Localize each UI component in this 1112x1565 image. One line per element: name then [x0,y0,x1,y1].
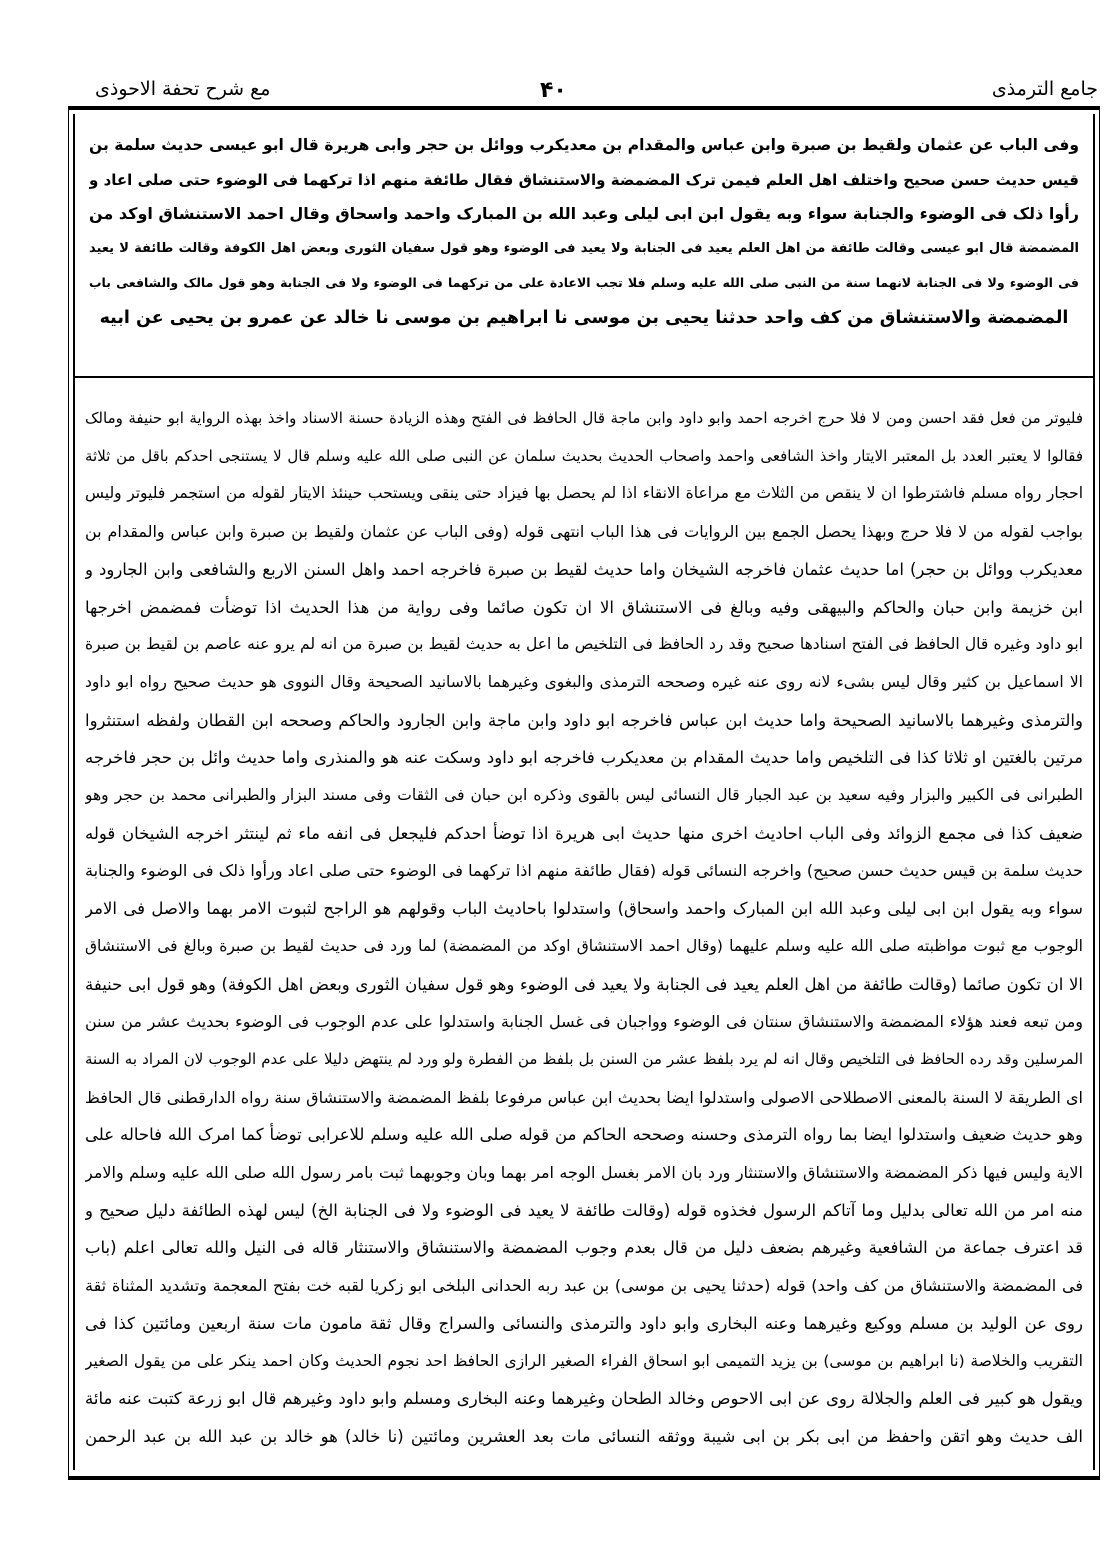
main-text-line: فی الوضوء ولا فی الجنابة لانهما سنة من النبی صلی الله علیه وسلم فلا تجب الاعادة علی من ترکهما فی الوضوء ولا فی الجنابة وهو قول مالک والشافعی باب [89,275,1079,290]
commentary-line: حدیث سلمة بن قیس حدیث حسن صحیح) واخرجه النسائی قوله (فقال طائفة منهم اذا ترکهما فی الوضوء حتی صلی اعاد ورأوا ذلک فی الوضوء والجنابة [85,861,1083,881]
commentary-line: والترمذی وغیرهما بالاسانید الصحیحة واما حدیث ابن عباس فاخرجه ابو داود وابن ماجة وابن الجارود والحاکم وصححه ابن القطان ولفظه استنثروا [85,710,1083,730]
commentary-line: مرتین بالغتین او ثلاثا کذا فی التلخیص واما حدیث المقدام بن معدیکرب فاخرجه ابو داود وسکت عنه هو والمنذری واما حدیث وائل بن حجر فاخرجه [85,748,1083,768]
commentary-line: التقریب والخلاصة (نا ابراهیم بن موسی) بن یزید التمیمی ابو اسحاق الفراء الصغیر الرازی الحافظ احد نجوم الحدیث وکان احمد ینکر علی من یقول الصغیر [85,1351,1083,1370]
commentary-line: الف حدیث وهو اتقن واحفظ من ابی بکر بن ابی شیبة ووثقه النسائی مات بعد العشرین ومائتین (نا خالد) هو خالد بن عبد الله بن عبد الرحمن [85,1426,1083,1446]
commentary-line: فلیوتر من فعل فقد احسن ومن لا فلا حرج اخرجه احمد وابو داود وابن ماجة قال الحافظ فی الفتح وهذه الزیادة حسنة الاسناد واخذ بهذه الروایة ابو حنیفة ومالک [85,409,1083,427]
commentary-line: فی المضمضة والاستنشاق من کف واحد) قوله (حدثنا یحیی بن موسی) بن عبد ربه الحدانی البلخی ابو زکریا لقبه خت بفتح المعجمة وتشدید المثناة ثقة [85,1276,1083,1296]
page-frame [68,106,1100,1480]
commentary-line: ویقول هو کبیر فی العلم والجلالة روی عن ابی الاحوص وخالد الطحان وغیرهما وعنه البخاری ومسلم وابو داود وغیرهم قال ابو زرعة کتبت عنه مائة [85,1389,1083,1409]
commentary-line: الطبرانی فی الکبیر والبزار وفیه سعید بن عبد الجبار قال النسائی لیس بالقوی وذکره ابن حبان فی الثقات وفی مسند البزار والطبرانی محمد بن حجر وهو [85,786,1083,805]
commentary-line: قد اعترف جماعة من الشافعیة وغیرهم بضعف دلیل من قال بعدم وجوب المضمضة والاستنشاق والاستنثار قاله فی النیل والله تعالی اعلم (باب [85,1238,1083,1258]
commentary-line: فقالوا لا یعتبر العدد بل المعتبر الایتار واخذ الشافعی واحمد واصحاب الحدیث بحدیث سلمان عن النبی صلی الله علیه وسلم قال لا یستنجی احدکم باقل من ثلاثة [85,446,1083,465]
commentary-line: الا اسماعیل بن کثیر وقال لیس بشیء لانه روی عنه غیره وصححه الترمذی والبغوی وغیرهما بالاسانید الصحیحة وقال النووی هو حدیث صحیح رواه ابو داود [85,672,1083,691]
commentary-line: ومن تبعه فعند هؤلاء المضمضة والاستنشاق سنتان فی الوضوء وواجبان فی غسل الجنابة واستدلوا علی عدم الوجوب فی الوضوء بحدیث عشر من سنن [85,1012,1083,1032]
commentary-line: الا ان تکون صائما (وقالت طائفة من اهل العلم یعید فی الجنابة ولا یعید فی الوضوء وهو قول سفیان الثوری وبعض اهل الکوفة) وهو قول ابی حنیفة [85,974,1083,994]
commentary-line: معدیکرب ووائل بن حجر) اما حدیث عثمان فاخرجه الشیخان واما حدیث لقیط بن صبرة فاخرجه احمد واهل السنن الاربع والشافعی وابن الجارود و [85,559,1083,579]
page-frame-inner-border [73,114,1095,1470]
commentary-line: سواء وبه یقول ابن ابی لیلی وعبد الله ابن المبارک واحمد واسحاق) واستدلوا باحادیث الباب وقولهم هو الراجح لثبوت الامر بهما والاصل فی الامر [85,899,1083,919]
commentary-line: الایة ولیس فیها ذکر المضمضة والاستنشاق والاستنثار ورد بان الامر بغسل الوجه امر بهما وبان وجوبهما ثبت بامر رسول الله صلی الله علیه وسلم والامر [85,1163,1083,1183]
main-text-line: رأوا ذلک فی الوضوء والجنابة سواء وبه یقول ابن ابی لیلی وعبد الله بن المبارک واحمد واسحاق وقال احمد الاستنشاق اوکد من [89,204,1079,223]
commentary-line: روی عن الولید بن مسلم ووکیع وغیرهما وعنه البخاری وابو داود والترمذی والنسائی والسراج وقال ثقة مامون مات سنة اربعین ومائتین کذا فی [85,1313,1083,1333]
main-text-line: المضمضة قال ابو عیسی وقالت طائفة من اهل العلم یعید فی الجنابة ولا یعید فی الوضوء وهو قول سفیان الثوری وبعض اهل الکوفة وقالت طائفة لا یعید [89,240,1079,256]
main-text-line: المضمضة والاستنشاق من کف واحد حدثنا یحیی بن موسی نا ابراهیم بن موسی نا خالد عن عمرو بن یحیی عن ابیه [99,307,1069,328]
commentary-line: الوجوب مع ثبوت مواظبته صلی الله علیه وسلم علیهما (وقال احمد الاستنشاق اوکد من المضمضة) لما ورد فی حدیث لقیط بن صبرة وبالغ فی الاستنشاق [85,936,1083,955]
page-number: ۴۰ [540,78,567,103]
running-header-book-title: جامع الترمذی [991,78,1098,100]
commentary-line: ای الطریقة لا السنة بالمعنی الاصطلاحی الاصولی واستدلوا ایضا بحدیث ابن عباس مرفوعا بلفظ المضمضة والاستنشاق سنة رواه الدارقطنی قال الحافظ [85,1087,1083,1107]
commentary-line: ضعیف کذا فی مجمع الزوائد وفی الباب احادیث اخری منها حدیث ابی هریرة اذا توضأ احدکم فلیجعل فی انفه ماء ثم لینتثر اخرجه الشیخان قوله [85,823,1083,843]
commentary-block [85,400,1083,1456]
commentary-line: بواجب لقوله من لا فلا حرج وبهذا یحصل الجمع بین الروایات فی هذا الباب انتهی قوله (وفی الباب عن عثمان ولقیط بن صبرة وابن عباس والمقدام بن [85,522,1083,542]
main-text-line: وفی الباب عن عثمان ولقیط بن صبرة وابن عباس والمقدام بن معدیکرب ووائل بن حجر وابی هریرة قال ابو عیسی حدیث سلمة بن [89,136,1079,154]
commentary-line: وهو حدیث ضعیف واستدلوا ایضا بما رواه الترمذی وحسنه وصححه الحاکم من قوله صلی الله علیه وسلم للاعرابی توضأ کما امرک الله فاحاله علی [85,1125,1083,1145]
commentary-line: ابن خزیمة وابن حبان والحاکم والبیهقی وفیه وبالغ فی الاستنشاق الا ان تکون صائما وفی روایة من هذا الحدیث اذا توضأت فمضمض اخرجها [85,597,1083,617]
running-header-commentary-title: مع شرح تحفة الاحوذی [95,78,271,100]
commentary-line: ابو داود وغیره قال الحافظ فی الفتح اسنادها صحیح وقد رد الحافظ فی التلخیص ما اعل به حدیث لقیط بن صبرة من انه لم یرو عنه عاصم بن لقیط بن صبرة [85,635,1083,654]
main-text-block [89,128,1079,372]
main-text-line: قیس حدیث حسن صحیح واختلف اهل العلم فیمن ترک المضمضة والاستنشاق فقال طائفة منهم اذا ترکهما فی الوضوء حتی صلی اعاد و [89,170,1079,189]
commentary-line: المرسلین وقد رده الحافظ فی التلخیص وقال انه لم یرد بلفظ عشر من السنن بل بلفظ من الفطرة ولو ورد لم ینتهض دلیلا علی عدم الوجوب لان المراد به السنة [85,1049,1083,1068]
section-divider [75,376,1093,378]
commentary-line: منه امر من الله تعالی بدلیل وما آتاکم الرسول فخذوه قوله (وقالت طائفة لا یعید فی الوضوء ولا فی الجنابة الخ) لیس لهذه الطائفة دلیل صحیح و [85,1200,1083,1220]
commentary-line: احجار رواه مسلم فاشترطوا ان لا ینقص من الثلاث مع مراعاة الانقاء اذا لم یحصل بها فیزاد حتی ینقی ویستحب حینئذ الایتار لقوله من استجمر فلیوتر ولیس [85,484,1083,503]
